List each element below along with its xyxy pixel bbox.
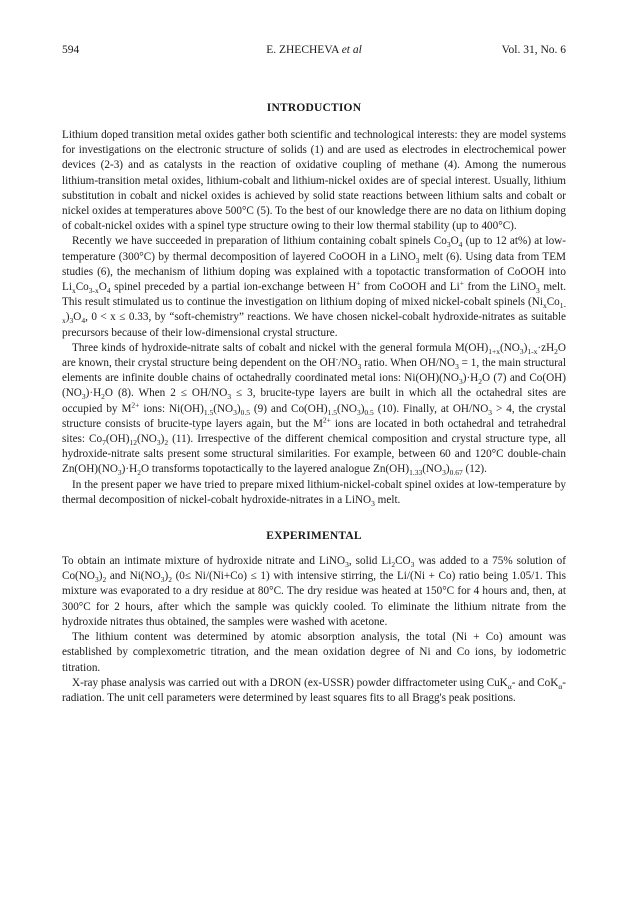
section-title-experimental: EXPERIMENTAL [266, 530, 362, 543]
intro-paragraph-3: Three kinds of hydroxide-nitrate salts of cobalt and nickel with the general formula $M(OH)_{1+x}(NO_3)_{1-x}\cdot zH_2O$ are known, their crystal structure being dependent on the $OH^-/NO_3$ ratio. When $OH/NO_3 = 1$, the main structural elements are infinite double chains of octahedrally coordinated metal ions: $Ni(OH)(NO_3)\cdot H_2O$ (7) and $Co(OH)(NO_3)\cdot H_2O$ (8). When $2 \le OH/NO_3 \le 3$, brucite-type layers are built in which all the octahedral sites are occupied by $M^{2+}$ ions: $Ni(OH)_{1.5}(NO_3)_{0.5}$ (9) and $Co(OH)_{1.5}(NO_3)_{0.5}$ (10). Finally, at $OH/NO_3 > 4$, the crystal structure consists of brucite-type layers again, but the $M^{2+}$ ions are located in both octahedral and tetrahedral sites: $Co_7(OH)_{12}(NO_3)_2$ (11). Irrespective of the different chemical composition and crystal structure type, all hydroxide-nitrate salts present some structural similarities. For example, between 60 and 120°C double-chain $Zn(OH)(NO_3)\cdot H_2O$ transforms topotactically to the layered analogue $Zn(OH)_{1.33}(NO_3)_{0.67}$ (12). [62, 341, 567, 478]
volume-issue: Vol. 31, No. 6 [501, 44, 566, 56]
running-authors: E. ZHECHEVA et al [266, 44, 362, 56]
section-title-introduction: INTRODUCTION [266, 102, 362, 114]
intro-paragraph-2: Recently we have succeeded in preparation of lithium containing cobalt spinels $Co_3O_4$ (up to 12 at%) at low-temperature (300°C) by thermal decomposition of layered CoOOH in a LiNO$_3$ melt (6). Using data from TEM studies (6), the mechanism of lithium doping was explained with a topotactic transformation of CoOOH into $Li_xCo_{3-x}O_4$ spinel preceded by a partial ion-exchange between H+ from CoOOH and Li+ from the LiNO$_3$ melt. This result stimulated us to continue the investigation on lithium doping of mixed nickel-cobalt spinels $(Ni_xCo_{1-x})_3O_4$, 0 < x ≤ 0.33, by “soft-chemistry” reactions. We have chosen nickel-cobalt hydroxide-nitrates as suitable precursors because of their low-dimensional crystal structure. [62, 235, 567, 339]
experimental-paragraph-3: X-ray phase analysis was carried out with a DRON (ex-USSR) powder diffractometer using CuK$_\alpha$- and CoK$_\alpha$-radiation. The unit cell parameters were determined by least squares fits to all Bragg's peak positions. [62, 676, 566, 704]
running-header [62, 44, 566, 62]
intro-paragraph-4: In the present paper we have tried to prepare mixed lithium-nickel-cobalt spinel oxides at low-temperature by thermal decomposition of nickel-cobalt hydroxide-nitrates in a LiNO$_3$ melt. [62, 478, 566, 509]
experimental-paragraph-1: To obtain an intimate mixture of hydroxide nitrate and LiNO$_3$, solid $Li_2CO_3$ was added to a 75% solution of $Co(NO_3)_2$ and $Ni(NO_3)_2$ (0≤ Ni/(Ni+Co) ≤ 1) with intensive stirring, the Li/(Ni + Co) ratio being 1.05/1. This mixture was evaporated to a dry residue at 80°C. The dry residue was heated at 150°C for 4 hours and, then, at 300°C for 2 hours, after which the sample was quickly cooled. To eliminate the lithium nitrate from the hydroxide nitrates thus obtained, the samples were washed with acetone. [62, 555, 567, 628]
intro-paragraph-1: Lithium doped transition metal oxides gather both scientific and technological interests: they are model systems for investigations on the electronic structure of solids (1) and are used as electrodes in electrochemical power devices (2-3) and as catalysts in the reaction of oxidative coupling of methane (4). Among the numerous lithium-transition metal oxides, lithium-cobalt and lithium-nickel oxides are of special interest. Usually, lithium substitution in cobalt and nickel oxides is achieved by solid state reactions between lithium salts and cobalt or nickel oxides at temperatures above 500°C (5). To the best of our knowledge there are no data on lithium doping of cobalt-nickel oxides with a spinel type structure owing to their low thermal stability (up to 400°C). [62, 129, 566, 233]
page [62, 44, 566, 706]
experimental-paragraph-2: The lithium content was determined by atomic absorption analysis, the total (Ni + Co) amount was established by complexometric titration, and the mean oxidation degree of Ni and Co ions, by iodometric titration. [62, 631, 566, 674]
page-number: 594 [62, 44, 80, 56]
